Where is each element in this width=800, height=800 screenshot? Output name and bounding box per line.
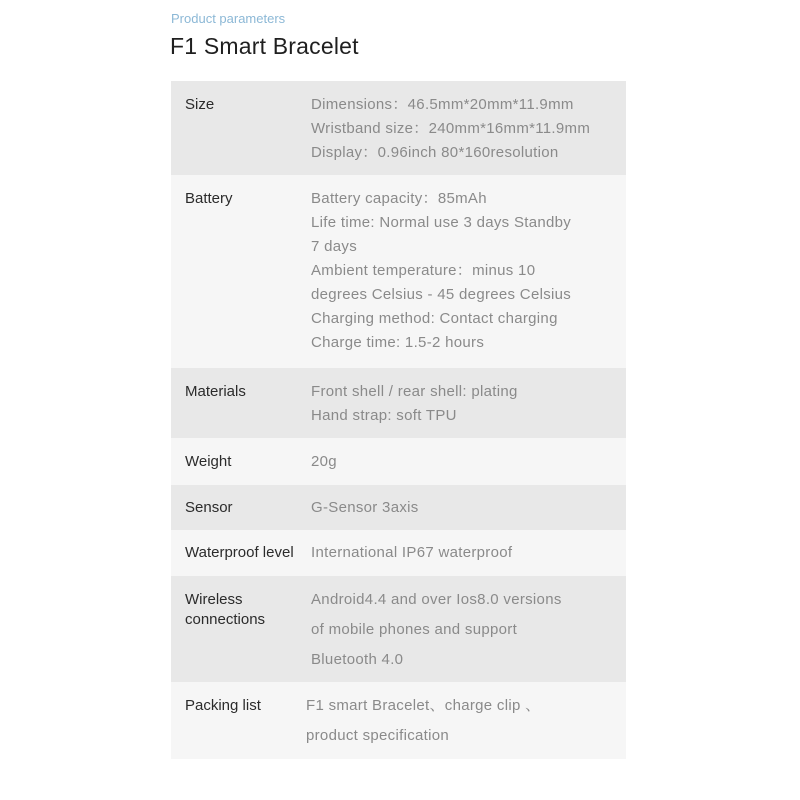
spec-label xyxy=(171,576,311,682)
spec-value-line: Life time: Normal use 3 days Standby xyxy=(311,214,572,231)
spec-value-line: International IP67 waterproof xyxy=(311,544,513,561)
spec-value-line: Charging method: Contact charging xyxy=(311,310,558,327)
spec-values xyxy=(306,682,626,759)
section-subtitle: Product parameters xyxy=(171,11,286,26)
spec-label: Sensor xyxy=(185,499,233,516)
spec-values xyxy=(311,175,626,368)
spec-value-line: Bluetooth 4.0 xyxy=(311,651,404,668)
spec-label: Battery xyxy=(185,190,233,207)
spec-values xyxy=(311,530,626,576)
spec-value-line: Charge time: 1.5-2 hours xyxy=(311,334,485,351)
spec-value-line: 7 days xyxy=(311,238,357,255)
spec-value-line: Wristband size：240mm*16mm*11.9mm xyxy=(311,120,591,137)
spec-value-line: of mobile phones and support xyxy=(311,621,518,638)
spec-row-materials xyxy=(171,368,626,438)
spec-values xyxy=(311,368,626,438)
spec-values xyxy=(311,485,626,530)
spec-value-line: Hand strap: soft TPU xyxy=(311,407,457,424)
spec-value-line: Battery capacity：85mAh xyxy=(311,190,487,207)
spec-value-line: F1 smart Bracelet、charge clip 、 xyxy=(306,697,541,714)
spec-row-weight xyxy=(171,438,626,485)
spec-row-waterproof xyxy=(171,530,626,576)
spec-label: Waterproof level xyxy=(185,544,294,561)
spec-value-line: Android4.4 and over Ios8.0 versions xyxy=(311,591,562,608)
spec-row-sensor xyxy=(171,485,626,530)
spec-label: Materials xyxy=(185,383,246,400)
spec-label: Weight xyxy=(185,453,232,470)
spec-row-packing-list xyxy=(171,682,626,759)
spec-values xyxy=(311,81,626,175)
spec-values xyxy=(311,576,626,682)
spec-label-line: Wireless xyxy=(185,591,243,608)
spec-value-line: G-Sensor 3axis xyxy=(311,499,419,516)
spec-value-line: Front shell / rear shell: plating xyxy=(311,383,518,400)
spec-row-size xyxy=(171,81,626,175)
spec-label: Packing list xyxy=(185,697,261,714)
spec-value-line: Display：0.96inch 80*160resolution xyxy=(311,144,559,161)
spec-values xyxy=(311,438,626,485)
spec-row-battery xyxy=(171,175,626,368)
spec-row-wireless xyxy=(171,576,626,682)
spec-table xyxy=(171,81,626,759)
spec-value-line: product specification xyxy=(306,727,450,744)
spec-value-line: Dimensions：46.5mm*20mm*11.9mm xyxy=(311,96,574,113)
spec-label: Size xyxy=(185,96,215,113)
spec-value-line: degrees Celsius - 45 degrees Celsius xyxy=(311,286,572,303)
page-title: F1 Smart Bracelet xyxy=(170,33,359,59)
spec-label-line: connections xyxy=(185,611,266,628)
spec-value-line: Ambient temperature：minus 10 xyxy=(311,262,536,279)
spec-value-line: 20g xyxy=(311,453,337,470)
